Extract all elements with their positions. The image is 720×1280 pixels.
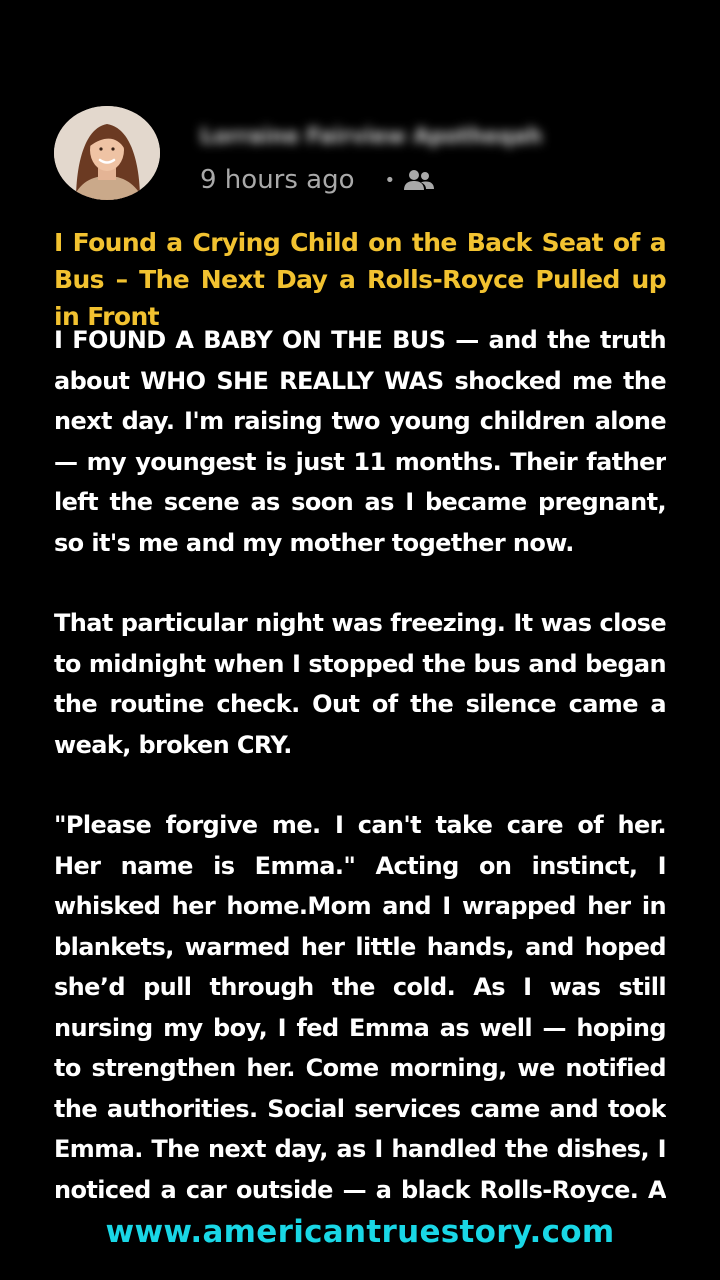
- avatar-portrait-icon: [54, 106, 160, 200]
- story-body: [54, 320, 666, 1202]
- story-paragraph-3: "Please forgive me. I can't take care of her. Her name is Emma." Acting on instinct, I whisked her home.Mom and I wrapped her in blankets, warmed her little hands, and hoped she’d pull through the cold. As I was still nursing my boy, I fed Emma as well — hoping to strengthen her. Come morning, we notified the authorities. Social services came and took Emma. The next day, as I handled the dishes, I noticed a car outside — a black Rolls-Royce. A: [54, 811, 666, 1202]
- story-paragraph-1: I FOUND A BABY ON THE BUS — and the truth about WHO SHE REALLY WAS shocked me the next day. I'm raising two young children alone — my youngest is just 11 months. Their father left the scene as soon as I became pregnant, so it's me and my mother together now.: [54, 326, 666, 557]
- meta-separator: •: [384, 169, 396, 191]
- avatar[interactable]: [54, 106, 160, 200]
- post-meta: [200, 162, 435, 198]
- site-url-link[interactable]: www.americantruestory.com: [105, 1214, 615, 1250]
- post-header: [54, 106, 666, 202]
- author-name[interactable]: Lorraine Fairview Apotheqah: [200, 124, 543, 148]
- story-paragraph-2: That particular night was freezing. It was close to midnight when I stopped the bus and began the routine check. Out of the silence came a weak, broken CRY.: [54, 609, 666, 759]
- article-headline: I Found a Crying Child on the Back Seat of a Bus – The Next Day a Rolls-Royce Pulled up in Front: [54, 228, 666, 331]
- post-timestamp[interactable]: 9 hours ago: [200, 165, 355, 195]
- friends-icon[interactable]: [403, 168, 435, 192]
